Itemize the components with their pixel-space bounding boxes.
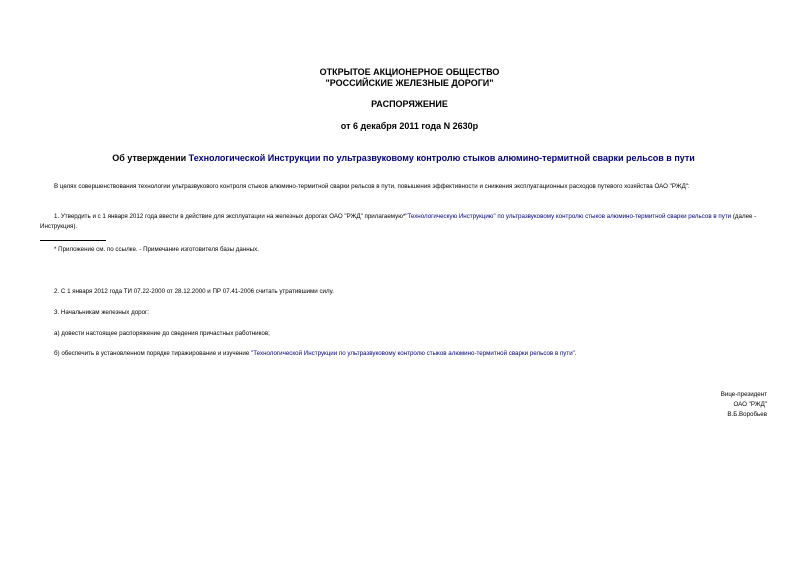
footnote-divider (40, 240, 106, 241)
footnote: * Приложение см. по ссылке. - Примечание изготовителя базы данных. (54, 246, 259, 253)
item-3b-text: б) обеспечить в установленном порядке тиражирование и изучение (54, 350, 252, 357)
signer-organization: ОАО "РЖД" (733, 401, 767, 408)
org-name-line1: ОТКРЫТОЕ АКЦИОНЕРНОЕ ОБЩЕСТВО (319, 67, 500, 77)
item-1-paragraph (40, 212, 770, 232)
item-3b-paragraph (40, 349, 770, 359)
document-subject (0, 152, 807, 164)
item-1-text: 1. Утвердить и с 1 января 2012 года ввести в действие для эксплуатации на железных дорогах ОАО "РЖД" прилагаемую* (54, 213, 406, 220)
item-2-paragraph: 2. С 1 января 2012 года ТИ 07.22-2000 от 28.12.2000 и ПР 07.41-2006 считать утратившими силу. (54, 288, 334, 295)
item-3a-paragraph: а) довести настоящее распоряжение до сведения причастных работников; (54, 330, 270, 337)
subject-instruction-link[interactable]: Технологической Инструкции по ультразвуковому контролю стыков алюмино-термитной сварки рельсов в пути (188, 153, 695, 163)
signature-block (567, 390, 767, 420)
document-date-number: от 6 декабря 2011 года N 2630р (340, 121, 479, 131)
item-1-tail: (далее - Инструкция). (40, 213, 757, 230)
subject-prefix: Об утверждении (112, 153, 189, 163)
organization-header (6, 67, 807, 89)
item-1-instruction-link[interactable]: "Технологическую Инструкцию" по ультразвуковому контролю стыков алюмино-термитной сварки рельсов в пути (405, 213, 732, 220)
org-name-line2: "РОССИЙСКИЕ ЖЕЛЕЗНЫЕ ДОРОГИ" (325, 78, 494, 88)
item-3b-instruction-link[interactable]: "Технологической Инструкции по ультразвуковому контролю стыков алюмино-термитной сварки рельсов в пути" (251, 350, 575, 357)
intro-paragraph: В целях совершенствования технологии ультразвукового контроля стыков алюмино-термитной сварки рельсов в пути, повышения эффективности и снижения эксплуатационных расходов путевого хозяйства ОАО "РЖД": (54, 183, 690, 190)
signer-title: Вице-президент (720, 391, 767, 398)
signer-name: В.Б.Воробьев (727, 411, 767, 418)
item-3b-tail: . (574, 350, 577, 357)
item-3-paragraph: 3. Начальникам железных дорог: (54, 309, 149, 316)
document-type: РАСПОРЯЖЕНИЕ (371, 99, 448, 109)
